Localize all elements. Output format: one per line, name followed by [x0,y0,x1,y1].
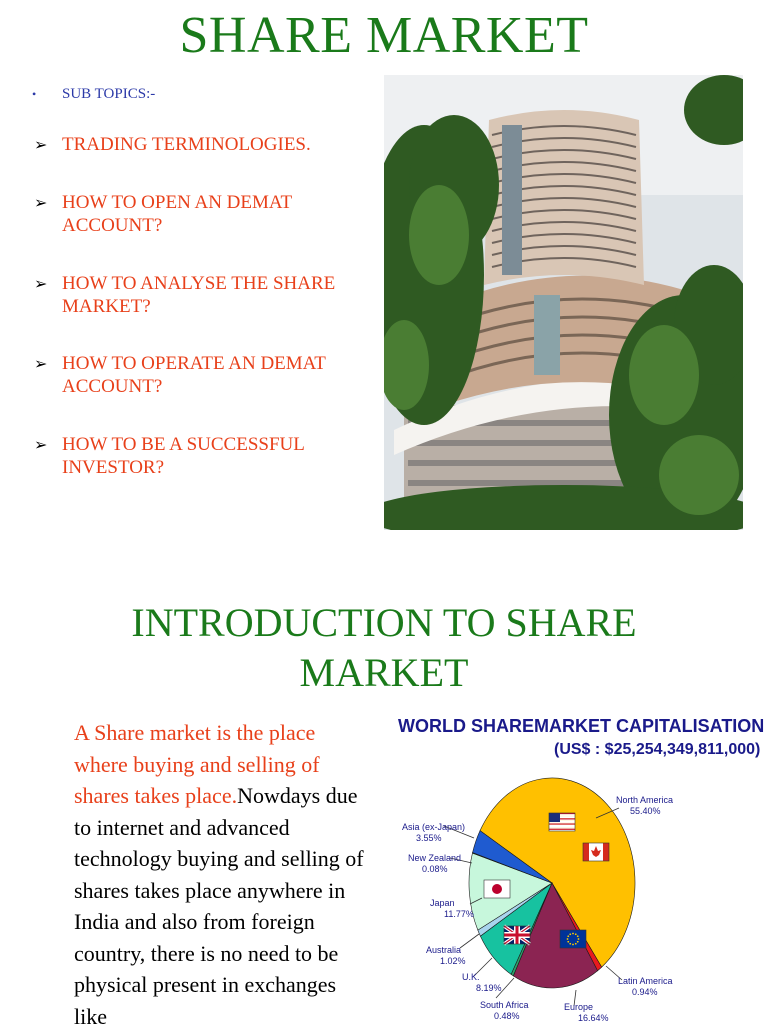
pie-chart-svg [384,708,768,1024]
topic-item [34,272,364,318]
slice-value-label: 1.02% [440,956,466,966]
topic-text: HOW TO OPERATE AN DEMAT ACCOUNT? [62,353,326,397]
arrow-bullet-icon: ➢ [34,193,48,212]
slice-value-label: 55.40% [630,806,661,816]
topic-text: HOW TO ANALYSE THE SHARE MARKET? [62,273,336,317]
slice-value-label: 3.55% [416,833,442,843]
arrow-bullet-icon: ➢ [34,354,48,373]
bullet-icon: • [32,87,37,101]
slice-name-label: New Zealand [408,853,462,863]
chart-title: WORLD SHAREMARKET CAPITALISATION [398,716,765,736]
slice-value-label: 11.77% [444,909,474,919]
slice-name-label: Europe [564,1002,594,1012]
slice-name-label: Asia (ex-Japan) [402,822,466,832]
arrow-bullet-icon: ➢ [34,435,48,454]
slice-value-label: 16.64% [578,1013,609,1023]
world-capitalisation-pie-chart [384,708,768,1024]
arrow-bullet-icon: ➢ [34,274,48,293]
subtopics-label: SUB TOPICS:- [62,86,156,102]
topic-text: HOW TO BE A SUCCESSFUL INVESTOR? [62,434,305,478]
subtopics-heading [32,86,155,103]
canada-flag-icon [583,843,609,861]
slice-value-label: 0.94% [632,987,658,997]
title-line: MARKET [299,650,469,695]
slide-title-share-market: SHARE MARKET [179,7,589,64]
usa-flag-icon [549,813,575,831]
topic-item [34,191,364,237]
stock-exchange-building-photo [384,75,743,530]
japan-flag-icon [484,880,510,898]
slide-title-introduction [0,598,768,698]
slice-name-label: Japan [430,898,455,908]
slice-name-label: Australia [426,945,462,955]
slice-name-label: North America [616,795,674,805]
slice-value-label: 0.48% [494,1011,520,1021]
slice-name-label: South Africa [480,1000,529,1010]
chart-subtitle: (US$ : $25,254,349,811,000) [554,741,761,758]
topic-text: TRADING TERMINOLOGIES. [62,134,311,155]
slice-value-label: 8.19% [476,983,502,993]
uk-flag-icon [504,926,530,944]
slice-name-label: Latin America [618,976,673,986]
slice-value-label: 0.08% [422,864,448,874]
topic-item [34,352,364,398]
intro-paragraph [74,717,374,1032]
title-line: INTRODUCTION TO SHARE [131,600,637,645]
arrow-bullet-icon: ➢ [34,135,48,154]
topic-item [34,433,364,479]
leader-line [460,934,479,948]
eu-flag-icon [560,930,586,948]
topic-text: HOW TO OPEN AN DEMAT ACCOUNT? [62,192,292,236]
slice-name-label: U.K. [462,972,480,982]
intro-definition-text: A Share market is the place where buying and selling of shares takes place. [74,720,320,808]
topic-item [34,133,364,156]
intro-body-text: Nowdays due to internet and advanced technology buying and selling of shares takes place anywhere in India and also from foreign country, there is no need to be physical present in exchanges like [74,783,364,1029]
